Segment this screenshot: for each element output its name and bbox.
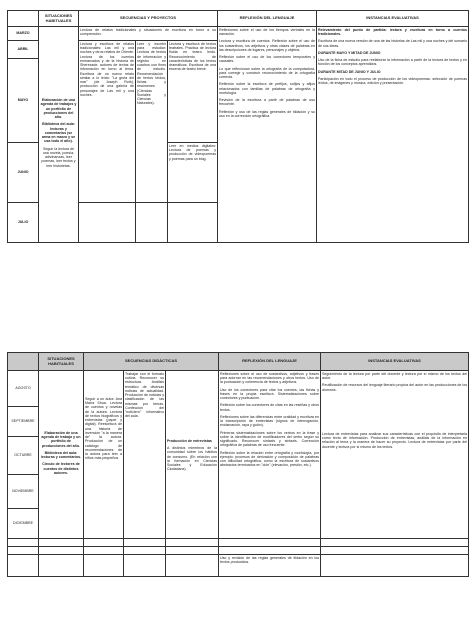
empty-cell [321,555,469,577]
empty-cell [219,547,321,555]
empty-cell [321,547,469,555]
reflexion-item: Reflexión y uso de las reglas generales de tildación y su uso en la corrección ortográfica. [219,109,316,118]
instancias-cell [321,371,469,539]
situaciones-cell [39,371,84,539]
empty-cell [8,547,39,555]
header-reflexion: REFLEXIÓN DEL LENGUAJE [219,353,321,371]
header-secuencias: SECUENCIAS Y PROYECTOS [79,11,218,27]
seq-col3-title: Producción de entrevistas [167,439,212,443]
reflexion-item: Primeras sistematizaciones sobre los verbos en la frase y sobre la identificación de modificadores del verbo según su significado. Reconocer sintaxis y sintaxis. Corrección ortográfica de palabras de uso frecuente. [220,430,320,448]
month-mayo: MAYO [8,59,39,143]
planning-table-first-semester [7,10,469,243]
empty-cell [136,203,168,243]
situaciones-b: Biblioteca del aula: lecturas y comentarios. [40,450,82,460]
empty-cell [84,547,124,555]
header-empty [8,353,39,371]
seq-col1: Lectura y escritura de relatos tradicionales: Las mil y una noches y otros relatos de Oriente. Lectura de los cuentos enmarcados y de la historia de Sherezade, autores de textos de información en torno al tema. Escritura de un nuevo relato similar a lo leído: "La gruta del mar" (de Joseph Roth), producción de una galería de personajes de Las mil y una noches. [79,41,136,203]
month-marzo: MARZO [8,27,39,41]
header-situaciones: SITUACIONES HABITUALES [39,11,79,27]
reflexion-item: Reflexión sobre los conectores de citas en las reseñas y otros textos. [220,403,320,412]
reflexion-cell [218,27,317,243]
month-diciembre: DICIEMBRE [8,509,39,539]
month-julio: JULIO [8,203,39,243]
header-instancias: INSTANCIAS EVALUATIVAS [317,11,469,27]
reflexion-item: Reflexión sobre el uso de los conectores temporales y causales. [219,55,316,64]
seq-col3b: Leer en medios digitales: Lectura de poemas y producción de videopoemas y poemas para un blog. [168,143,218,203]
empty-cell [124,555,166,577]
situaciones-b: Biblioteca del aula: lecturas y comentarios (se arma en marzo y se usa todo el año). [41,122,76,144]
instancias-item: DURANTE MAYO Y MITAD DE JUNIO [318,50,381,55]
instancias-cell [317,27,469,243]
header-secuencias: SECUENCIAS DIDÁCTICAS [84,353,219,371]
instancias-item: Participación en todo el proceso de producción de los videopoemas: selección de poemas leídos, de imágenes y música, edición y presentación. [318,76,468,86]
empty-cell [166,539,219,547]
situaciones-cell [39,27,79,243]
reflexion-item: Reflexiones sobre el uso de sustantivos, adjetivos y frases para adornar en las recomendaciones y otros textos. Uso de la puntuación y coherencia de textos y adjetivos. [220,372,320,385]
empty-cell [39,555,84,577]
empty-cell [219,539,321,547]
reflexion-item: Reflexiones sobre las diferencias entre oralidad y escritura en la transcripción de entrevistas (signos de interrogación, exclamación, raya y guión). [220,414,320,428]
situaciones-c: Seguir la lectura de una novela, poesía, adivinanzas, leer poemas, leer textos y leer historietas. [41,146,76,168]
instancias-item: Reutilización de recursos del lenguaje literario propios del autor en las producciones de los alumnos. [322,383,468,392]
reflexion-item: Lectura y escritura de cuentos. Reflexión sobre el uso de los sustantivos, los adjetivos y otras clases de palabras en las descripciones de lugares, personajes y objetos. [219,39,316,52]
month-septiembre: SEPTIEMBRE [8,407,39,437]
instancias-item: Relevamiento del punto de partida: lectura y escritura en torno a cuentos tradicionales. [318,28,468,37]
reflexion-item: Reflexiones sobre el uso de los tiempos verbales en la narración. [219,28,316,37]
empty-cell [8,555,39,577]
reflexion-cell [219,371,321,539]
empty-cell [39,539,84,547]
instancias-item: Seguimiento de la lectura por parte del docente y lectura por sí mismo de los textos del autor. [322,372,468,381]
seq-col2: Leer y escribir para estudiar: Lectura de textos de información y registro en cuadros con fines de estudio. Recomendación de textos leídos, fichas y resúmenes (Ciencias Sociales y Ciencias Naturales). [136,41,168,203]
empty-cell [39,547,84,555]
month-agosto: AGOSTO [8,371,39,407]
empty-cell [321,539,469,547]
seq-col3-text: A distintos miembros de la comunidad sobre los hábitos de consumo. (En relación con la formación en Ciencias Sociales y Educación Ciudadana). [167,446,218,472]
empty-cell [124,539,166,547]
instancias-item: DURANTE MITAD DE JUNIO Y JULIO [318,69,381,74]
month-noviembre: NOVIEMBRE [8,475,39,509]
header-instancias: INSTANCIAS EVALUATIVAS [321,353,469,371]
header-situaciones: SITUACIONES HABITUALES [39,353,84,371]
situaciones-c: Círculo de lectores de cuentos de distintos autores. [42,462,80,475]
empty-cell [79,203,136,243]
seq-col2: Trabajar con el formato noticia. Reconocer su estructura. Análisis temático de diversas noticias de actualidad. Producción de noticias y clasificación de las mismas por temas. Confección del "noticiero" informativo del aula. [124,371,166,539]
situaciones-a: Elaboración de una agenda de trabajo y un portfolio de producciones del año. [41,430,81,448]
empty-cell [124,547,166,555]
planning-table-second-semester [7,352,469,577]
reflexion-last: Uso y revisión de las reglas generales de tildación en los textos producidos. [219,555,321,577]
seq-col3: Lectura y escritura de textos teatrales. Práctica de lectura fluida en teatro leído. Reconocimiento de características de los textos dramáticos. Escritura de una escena de teatro breve. [168,41,218,143]
seq-top: Lectura de relatos tradicionales y situaciones de escritura en torno a su comprensión. [79,27,218,41]
seq-col3-cell [166,371,219,539]
reflexion-item: Reflexión sobre la escritura de prefijos, sufijos y afijos relacionados con familias de palabras de ortografía y morfología. [219,82,316,95]
reflexion-item: Lo que reflexionan sobre la ortografía de la computadora, para corregir y construir reconocimiento de la ortografía correcta. [219,66,316,80]
empty-cell [166,555,219,577]
month-junio: JUNIO [8,143,39,203]
reflexion-item: Reflexión sobre la relación entre ortografía y morfología, por ejemplo: procesos de derivación y composición de palabras con dificultad ortográfica, como la escritura de sustantivos abstractos terminados en "ción" (elevación, presión, etc.). [220,450,320,468]
instancias-item: Lectura de entrevistas para analizar sus características con el propósito de interpretarla como texto de información. Producción de entrevistas, análisis de la información en relación al tema y la manera de hacer su proyecto. Lectura de entrevistas por parte del docente y lectura por sí mismo de los textos. [322,431,468,449]
reflexion-item: Revisión de la escritura a partir de palabras de uso frecuente. [219,98,316,107]
empty-cell [84,555,124,577]
empty-cell [8,539,39,547]
empty-cell [166,547,219,555]
seq-col1: Seguir a un autor. Ana María Shua. Lectura de cuentos y novelas de la autora. Lectura de textos biográficos y entrevistas (papel y digital). Reescritura de una historia de invención "a la manera de" la autora. Producción de un catálogo de recomendaciones de la autora para leer a niños más pequeños. [84,371,124,539]
empty-cell [84,539,124,547]
situaciones-a: Elaboración de una agenda de trabajos y un portfolio de producciones del año. [40,98,77,120]
month-abril: ABRIL [8,41,39,59]
empty-cell [168,203,218,243]
reflexion-item: Uso de los conectores para citar los cuentos, las fichas y frases en la propia escritura. Sistematizaciones sobre conectores y puntuación. [220,387,320,401]
instancias-item: Uso de la ficha de estudio para reelaborar la información a partir de la lectura de textos y en función de los conceptos aprendidos. [318,58,468,67]
instancias-item: Escritura de una nueva versión de una de las historias de Las mil y una noches y del sumario de sus ideas. [318,39,468,48]
month-octubre: OCTUBRE [8,437,39,475]
header-empty [8,11,39,27]
header-reflexion: REFLEXIÓN DEL LENGUAJE [218,11,317,27]
